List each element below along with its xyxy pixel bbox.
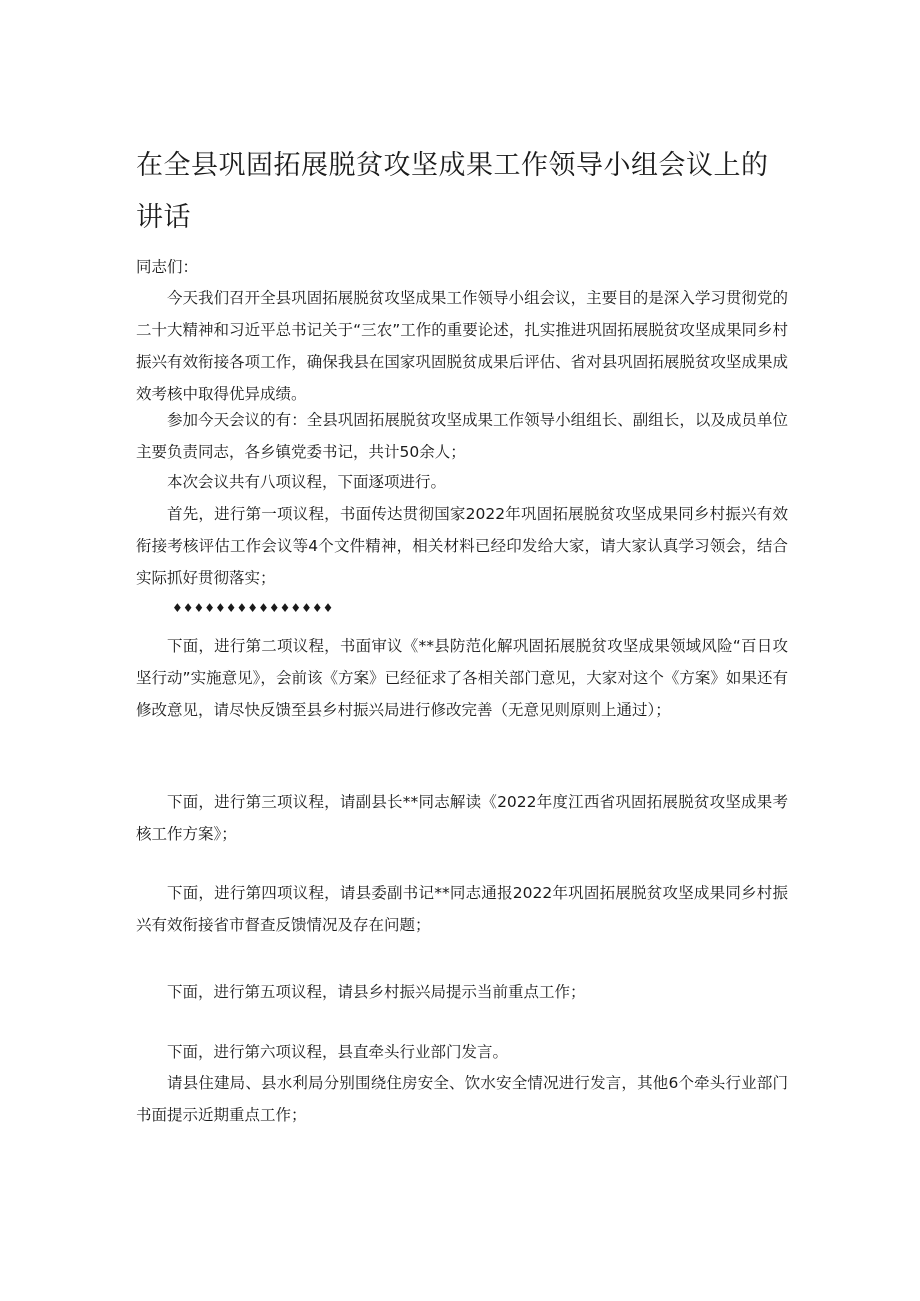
paragraph-agenda-item-2: 下面，进行第二项议程，书面审议《**县防范化解巩固拓展脱贫攻坚成果领域风险“百日攻坚行动”实施意见》，会前该《方案》已经征求了各相关部门意见，大家对这个《方案》如果还有修改意见，请尽快反馈至县乡村振兴局进行修改完善（无意见则原则上通过）；	[136, 637, 788, 719]
salutation: 同志们：	[136, 258, 199, 276]
separator-diamonds: ♦♦♦♦♦♦♦♦♦♦♦♦♦♦♦	[172, 601, 334, 615]
paragraph-agenda-overview: 本次会议共有八项议程，下面逐项进行。	[167, 473, 447, 491]
paragraph-agenda-item-1: 首先，进行第一项议程，书面传达贯彻国家2022年巩固拓展脱贫攻坚成果同乡村振兴有效衔接考核评估工作会议等4个文件精神，相关材料已经印发给大家，请大家认真学习领会，结合实际抓好贯彻落实；	[136, 505, 788, 587]
paragraph-attendees: 参加今天会议的有：全县巩固拓展脱贫攻坚成果工作领导小组组长、副组长，以及成员单位主要负责同志，各乡镇党委书记，共计50余人；	[136, 411, 788, 461]
paragraph-agenda-item-3: 下面，进行第三项议程，请副县长**同志解读《2022年度江西省巩固拓展脱贫攻坚成果考核工作方案》；	[136, 793, 788, 843]
paragraph-agenda-item-5: 下面，进行第五项议程，请县乡村振兴局提示当前重点工作；	[167, 983, 586, 1001]
paragraph-agenda-item-6-detail: 请县住建局、县水利局分别围绕住房安全、饮水安全情况进行发言，其他6个牵头行业部门书面提示近期重点工作；	[136, 1074, 788, 1124]
paragraph-opening: 今天我们召开全县巩固拓展脱贫攻坚成果工作领导小组会议，主要目的是深入学习贯彻党的二十大精神和习近平总书记关于“三农”工作的重要论述，扎实推进巩固拓展脱贫攻坚成果同乡村振兴有效衔接各项工作，确保我县在国家巩固脱贫成果后评估、省对县巩固拓展脱贫攻坚成果成效考核中取得优异成绩。	[136, 289, 788, 403]
document-title: 在全县巩固拓展脱贫攻坚成果工作领导小组会议上的讲话	[136, 150, 769, 233]
paragraph-agenda-item-4: 下面，进行第四项议程，请县委副书记**同志通报2022年巩固拓展脱贫攻坚成果同乡村振兴有效衔接省市督查反馈情况及存在问题；	[136, 884, 788, 934]
paragraph-agenda-item-6: 下面，进行第六项议程，县直牵头行业部门发言。	[167, 1043, 509, 1061]
